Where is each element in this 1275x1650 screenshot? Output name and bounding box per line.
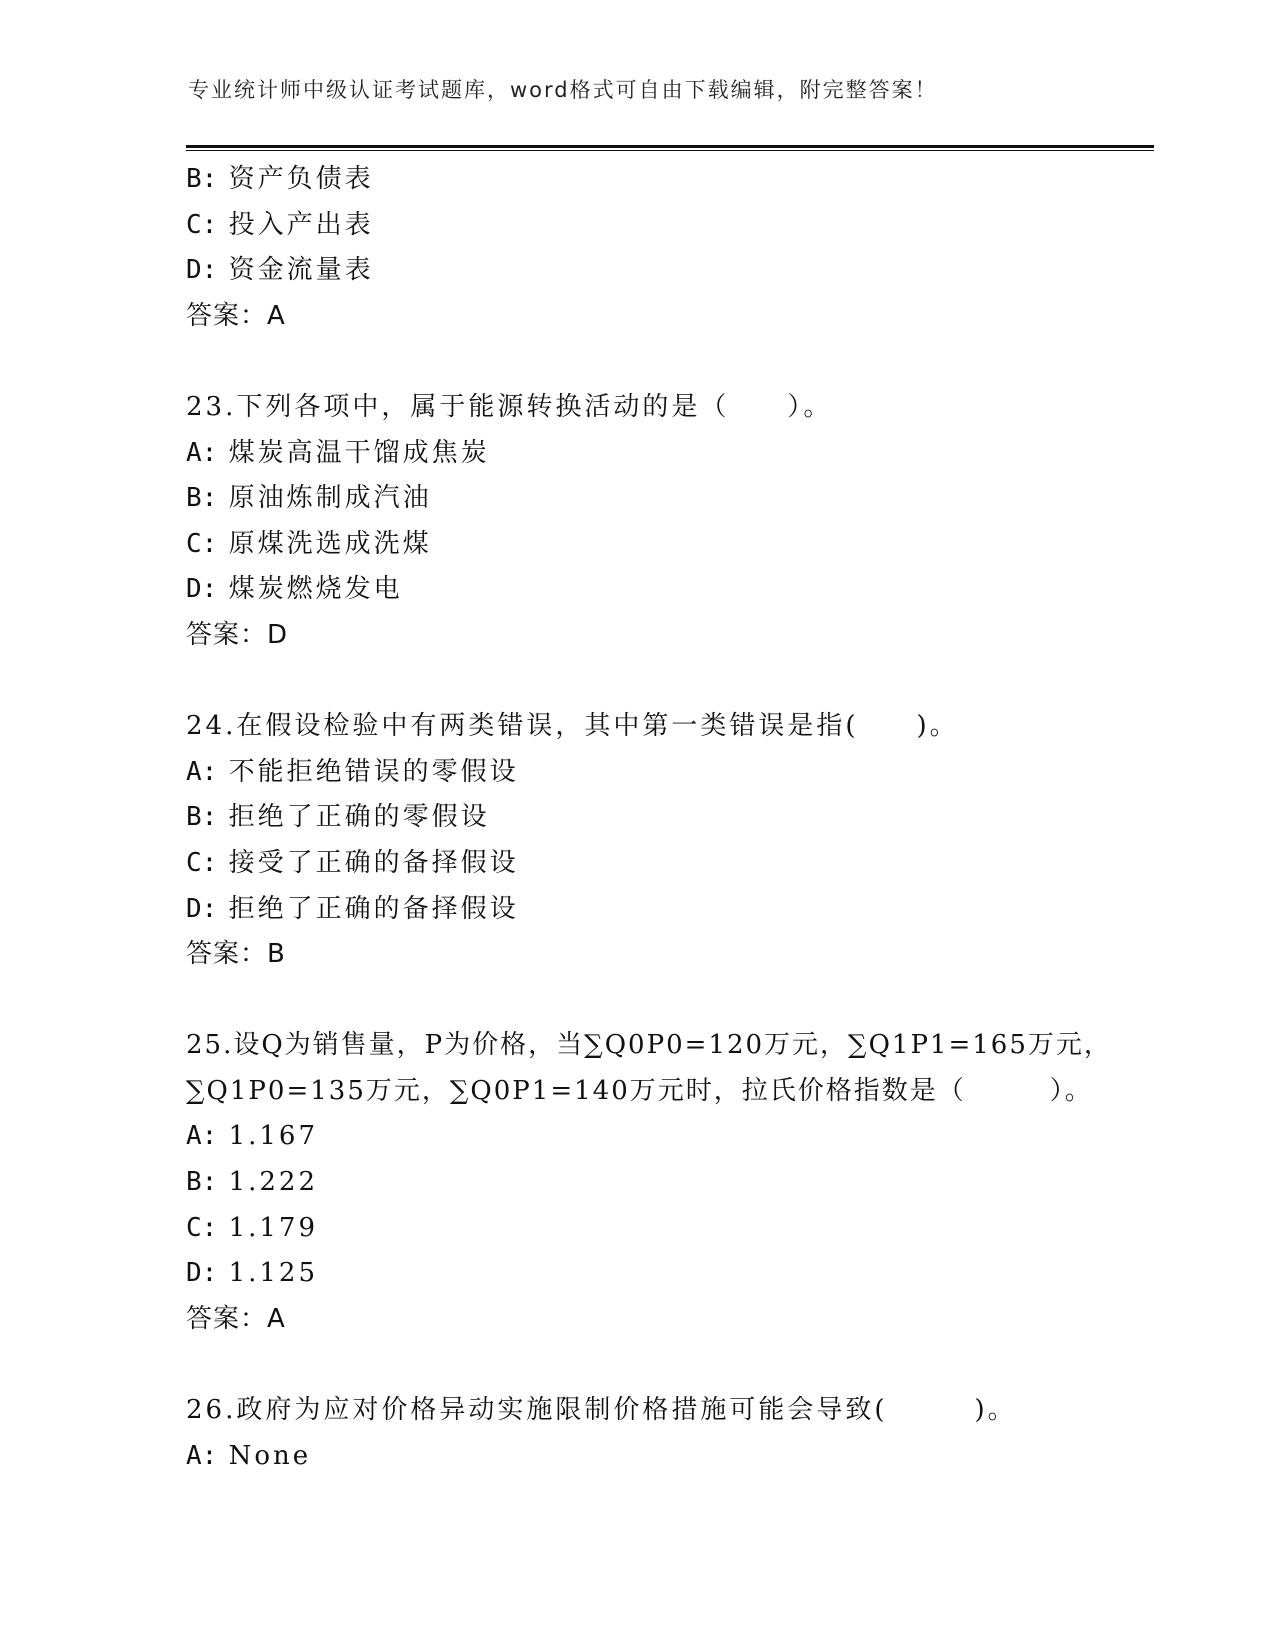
option-a: A: 不能拒绝错误的零假设 xyxy=(186,756,519,787)
option-a: A: None xyxy=(186,1440,312,1471)
document-body xyxy=(186,157,1146,1479)
option-c: C: 接受了正确的备择假设 xyxy=(186,847,519,878)
question-25-line2: ∑Q1P0=135万元，∑Q0P1=140万元时，拉氏价格指数是（ ）。 xyxy=(186,1075,1093,1106)
option-a: A: 1.167 xyxy=(186,1121,319,1152)
question-26: 26.政府为应对价格异动实施限制价格措施可能会导致( )。 xyxy=(186,1395,1017,1426)
option-b: B: 拒绝了正确的零假设 xyxy=(186,802,490,833)
answer: 答案：A xyxy=(186,300,286,331)
question-23: 23.下列各项中，属于能源转换活动的是（ ）。 xyxy=(186,391,833,422)
answer: 答案：A xyxy=(186,1303,286,1334)
option-d: D: 拒绝了正确的备择假设 xyxy=(186,893,519,924)
option-d: D: 资金流量表 xyxy=(186,255,374,286)
option-c: C: 1.179 xyxy=(186,1212,319,1243)
option-b: B: 资产负债表 xyxy=(186,164,374,194)
option-a: A: 煤炭高温干馏成焦炭 xyxy=(186,437,490,468)
option-c: C: 原煤洗选成洗煤 xyxy=(186,528,432,559)
option-b: B: 1.222 xyxy=(186,1167,319,1198)
header-rule-thick xyxy=(186,145,1154,148)
option-d: D: 1.125 xyxy=(186,1258,319,1289)
header-rule-thin xyxy=(186,150,1154,151)
option-b: B: 原油炼制成汽油 xyxy=(186,483,432,514)
answer: 答案：B xyxy=(186,939,286,970)
question-24: 24.在假设检验中有两类错误，其中第一类错误是指( )。 xyxy=(186,711,959,742)
option-c: C: 投入产出表 xyxy=(186,209,374,240)
page-header: 专业统计师中级认证考试题库，word格式可自由下载编辑，附完整答案！ xyxy=(188,78,938,102)
answer: 答案：D xyxy=(186,619,289,650)
question-25-line1: 25.设Q为销售量，P为价格，当∑Q0P0=120万元，∑Q1P1=165万元， xyxy=(186,1030,1112,1061)
option-d: D: 煤炭燃烧发电 xyxy=(186,574,403,605)
